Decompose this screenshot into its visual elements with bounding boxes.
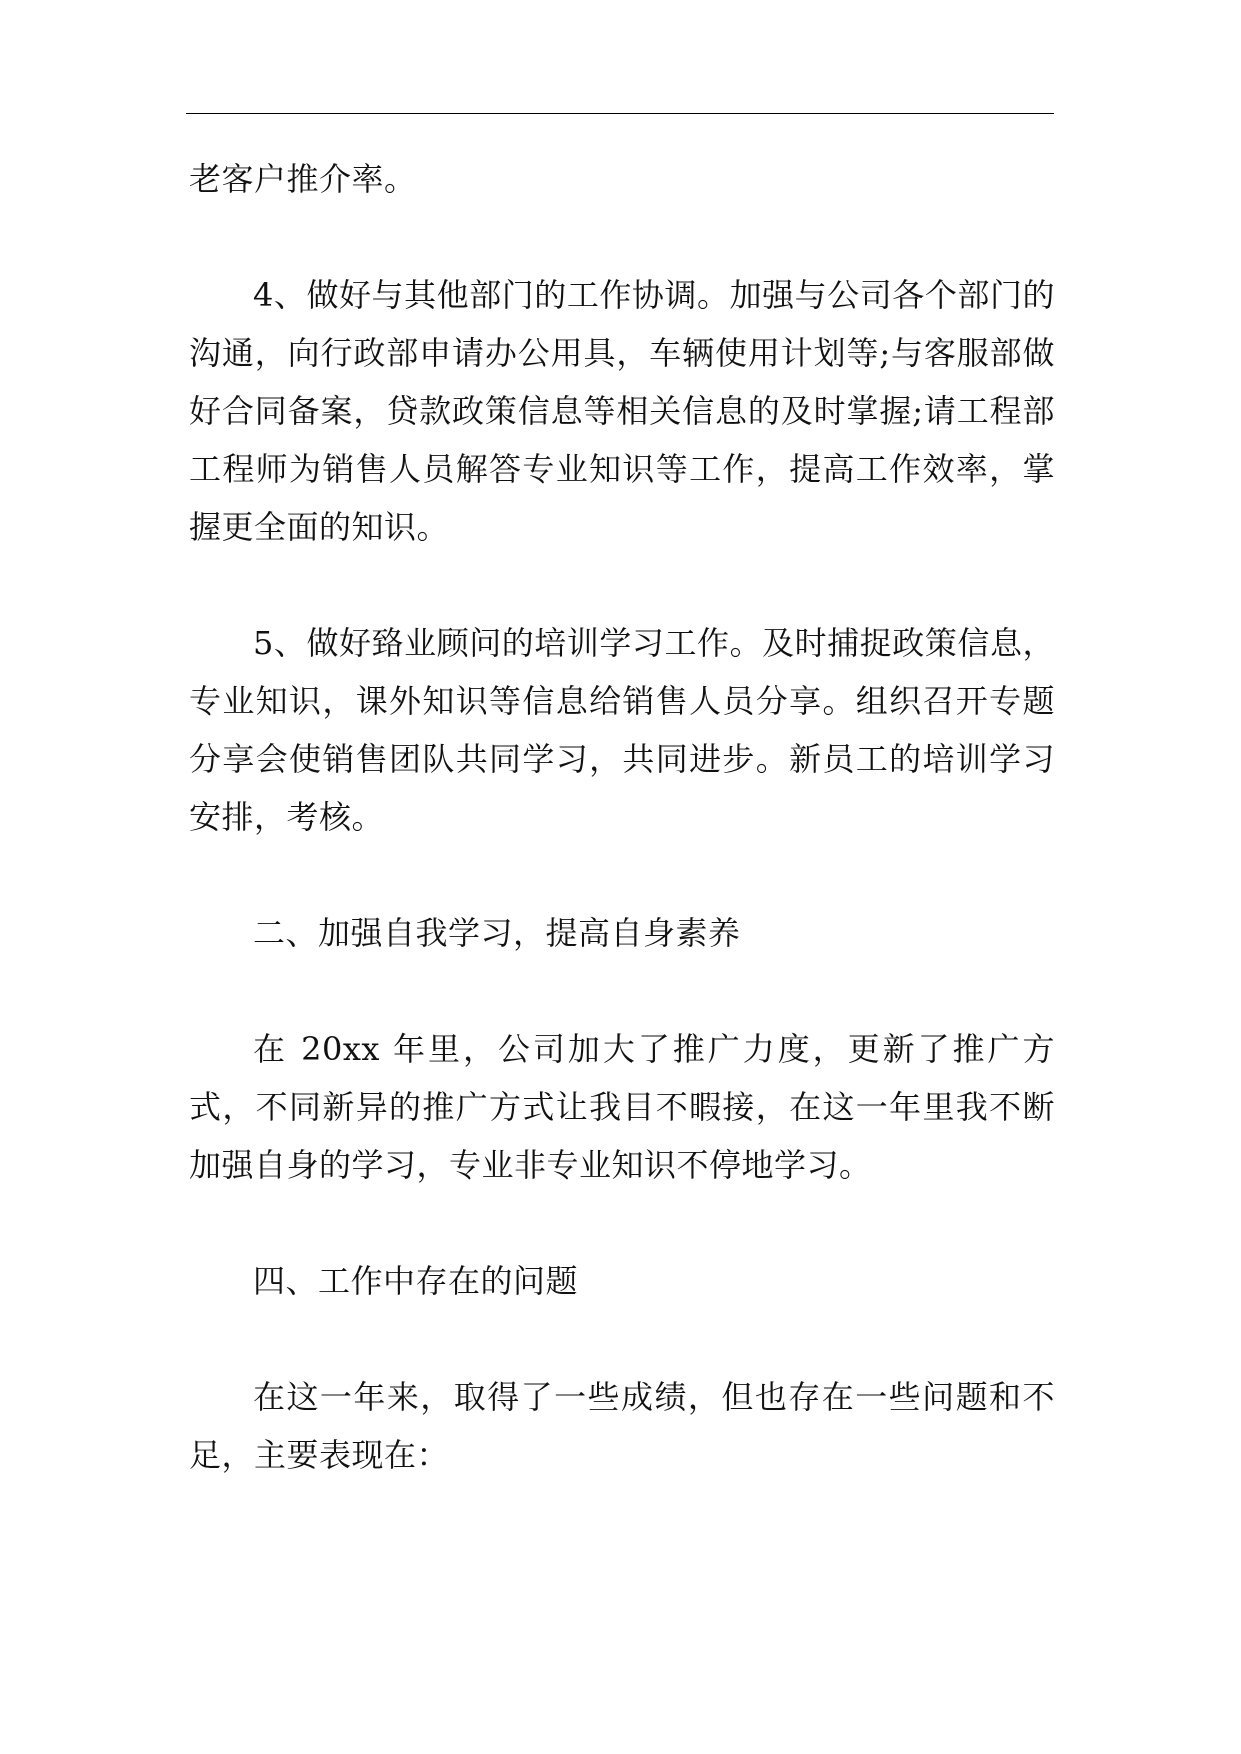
paragraph-item-5: 5、做好臵业顾问的培训学习工作。及时捕捉政策信息，专业知识，课外知识等信息给销售人员分享。组织召开专题分享会使销售团队共同学习，共同进步。新员工的培训学习安排，考核。 — [189, 624, 1055, 836]
paragraph-continuation: 老客户推介率。 — [189, 160, 417, 198]
paragraph-problems: 在这一年来，取得了一些成绩，但也存在一些问题和不足，主要表现在： — [189, 1378, 1055, 1474]
document-body — [189, 150, 1055, 1484]
paragraph-item-4: 4、做好与其他部门的工作协调。加强与公司各个部门的沟通，向行政部申请办公用具，车辆使用计划等;与客服部做好合同备案，贷款政策信息等相关信息的及时掌握;请工程部工程师为销售人员解答专业知识等工作，提高工作效率，掌握更全面的知识。 — [189, 276, 1055, 546]
paragraph-self-learning: 在 20xx 年里，公司加大了推广力度，更新了推广方式，不同新异的推广方式让我目不暇接，在这一年里我不断加强自身的学习，专业非专业知识不停地学习。 — [189, 1030, 1055, 1184]
header-rule — [186, 113, 1054, 114]
section-heading-4: 四、工作中存在的问题 — [253, 1262, 579, 1300]
section-heading-2: 二、加强自我学习，提高自身素养 — [253, 914, 741, 952]
